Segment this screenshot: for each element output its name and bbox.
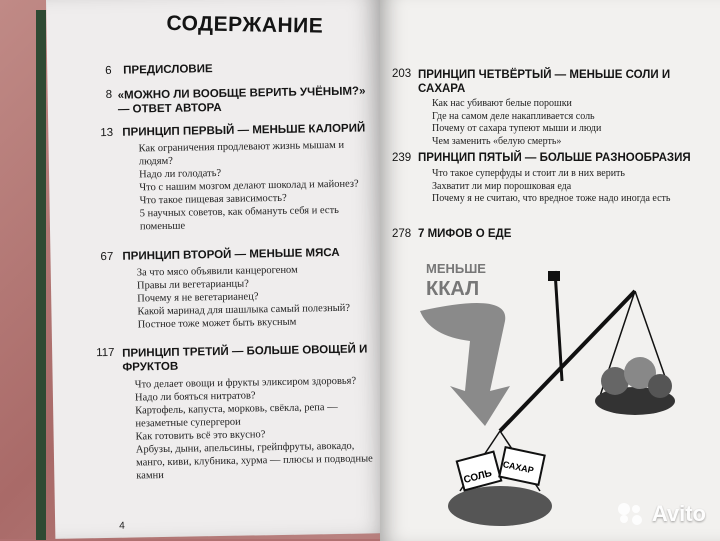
entry-title: 7 МИФОВ О ЕДЕ <box>418 228 512 240</box>
entry-subtopics <box>135 374 377 482</box>
subtopic: Чем заменить «белую смерть» <box>432 135 562 147</box>
entry-title: ПРЕДИСЛОВИЕ <box>123 63 213 77</box>
entry-title: ПРИНЦИП ПЕРВЫЙ — МЕНЬШЕ КАЛОРИЙ <box>122 122 366 139</box>
page-title: СОДЕРЖАНИЕ <box>166 11 324 38</box>
subtopic: Как готовить всё это вкусно? <box>135 429 266 443</box>
arrow-shape <box>420 303 510 426</box>
subtopic: Что с нашим мозгом делают шоколад и майонез? <box>139 178 359 194</box>
entry-page-num: 67 <box>100 250 114 264</box>
entry-subtopics <box>432 168 692 206</box>
entry-title: ПРИНЦИП ЧЕТВЁРТЫЙ — МЕНЬШЕ СОЛИ И САХАРА <box>418 69 671 95</box>
salt-label: СОЛЬ <box>462 467 494 487</box>
scale-illustration <box>390 251 710 536</box>
arrow-text-line1: МЕНЬШЕ <box>426 261 486 276</box>
subtopic: Почему от сахара тупеют мыши и люди <box>432 123 602 134</box>
subtopic: Почему я не вегетарианец? <box>137 291 259 305</box>
subtopic: Что такое суперфуды и стоит ли в них верить <box>432 168 625 179</box>
entry-subtopics <box>432 98 692 148</box>
subtopic: Как нас убивают белые порошки <box>432 98 572 109</box>
subtopic: Правы ли вегетарианцы? <box>136 278 249 292</box>
subtopic: Постное тоже может быть вкусным <box>137 316 297 331</box>
avito-logo-icon <box>618 503 646 525</box>
right-page <box>380 0 720 541</box>
subtopic: Почему я не считаю, что вредное тоже надо иногда есть <box>432 193 671 204</box>
entry-title: ПРИНЦИП ВТОРОЙ — МЕНЬШЕ МЯСА <box>122 246 340 263</box>
subtopic: 5 научных советов, как обмануть себя и есть поменьше <box>139 204 340 233</box>
scale-top <box>548 271 560 281</box>
scale-stand <box>555 271 562 381</box>
watermark <box>618 501 706 527</box>
left-page <box>46 0 389 539</box>
entry-page-num: 13 <box>100 126 114 140</box>
entry-title: ПРИНЦИП ТРЕТИЙ — БОЛЬШЕ ОВОЩЕЙ И ФРУКТОВ <box>122 343 368 374</box>
entry-subtopics <box>138 138 372 233</box>
subtopic: Картофель, капуста, морковь, свёкла, репа — незаметные супергерои <box>135 401 338 430</box>
arrow-text-line2: ККАЛ <box>426 278 480 300</box>
subtopic: Где на самом деле накапливается соль <box>432 110 595 122</box>
left-pan <box>448 486 552 526</box>
subtopic: Надо ли бояться нитратов? <box>134 390 256 404</box>
subtopic: Надо ли голодать? <box>138 167 222 181</box>
entry-page-num: 239 <box>392 152 412 164</box>
subtopic: Как ограничения продлевают жизнь мышам и людям? <box>138 139 345 168</box>
entry-page-num: 8 <box>105 88 113 101</box>
entry-page-num: 6 <box>105 64 112 77</box>
book-spine <box>36 10 46 540</box>
subtopic: Что такое пищевая зависимость? <box>139 192 287 207</box>
entry-page-num: 278 <box>392 228 412 240</box>
entry-title: «МОЖНО ЛИ ВООБЩЕ ВЕРИТЬ УЧЁНЫМ?» — ОТВЕТ АВТОРА <box>117 85 366 116</box>
subtopic: Какой маринад для шашлыка самый полезный? <box>137 302 351 318</box>
entry-subtopics <box>137 262 374 331</box>
entry-page-num: 117 <box>96 346 115 360</box>
page-number: 4 <box>119 520 125 532</box>
sugar-label: САХАР <box>501 459 535 476</box>
entry-page-num: 203 <box>392 68 412 80</box>
entry-title: ПРИНЦИП ПЯТЫЙ — БОЛЬШЕ РАЗНООБРАЗИЯ <box>418 152 691 164</box>
subtopic: Что делает овощи и фрукты эликсиром здоровья? <box>134 375 357 391</box>
subtopic: За что мясо объявили канцерогеном <box>136 264 298 279</box>
watermark-text: Avito <box>651 501 706 526</box>
subtopic: Захватит ли мир порошковая еда <box>432 180 572 192</box>
vegetable <box>648 374 672 398</box>
subtopic: Арбузы, дыни, апельсины, грейпфруты, авокадо, манго, киви, клубника, хурма — плюсы и подводные камни <box>135 440 373 482</box>
